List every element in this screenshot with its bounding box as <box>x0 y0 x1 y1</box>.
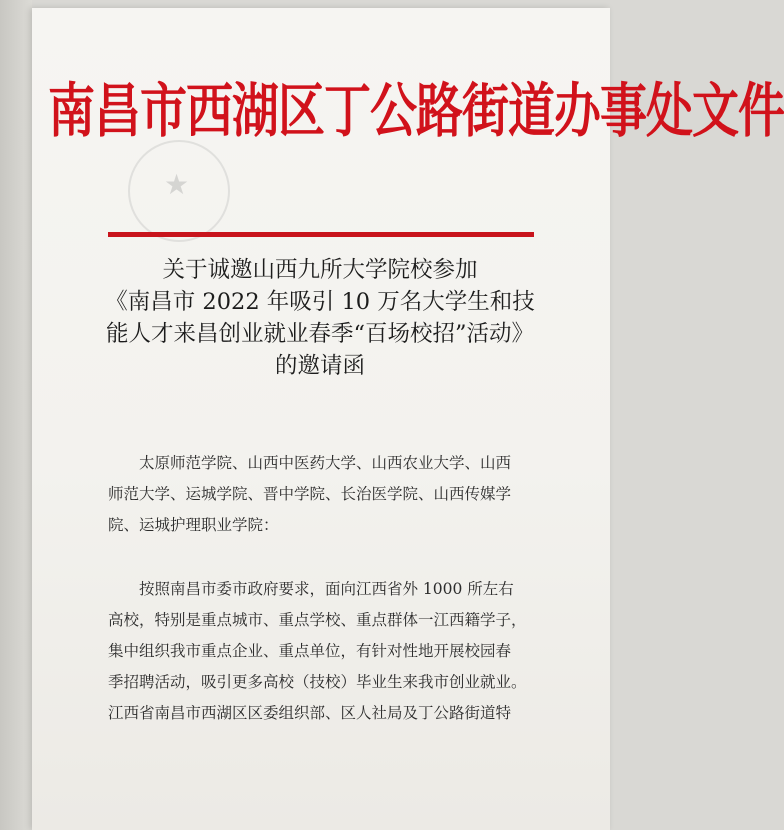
body-paragraph <box>108 574 558 729</box>
body-line: 按照南昌市委市政府要求，面向江西省外 1000 所左右 <box>139 580 514 598</box>
background-edge <box>0 0 32 830</box>
body-line: 江西省南昌市西湖区区委组织部、区人社局及丁公路街道特 <box>108 704 512 722</box>
body-line: 集中组织我市重点企业、重点单位，有针对性地开展校园春 <box>108 642 512 660</box>
document-title <box>60 254 580 382</box>
recipient-line: 太原师范学院、山西中医药大学、山西农业大学、山西 <box>139 454 512 472</box>
title-line: 《南昌市 2022 年吸引 10 万名大学生和技 <box>105 289 535 315</box>
seal-stamp <box>128 140 230 242</box>
red-divider <box>108 232 534 237</box>
recipients <box>108 448 558 541</box>
body-line: 季招聘活动，吸引更多高校（技校）毕业生来我市创业就业。 <box>108 673 527 691</box>
recipient-line: 院、运城护理职业学院： <box>108 516 279 534</box>
star-icon: ★ <box>164 168 190 201</box>
title-line: 能人才来昌创业就业春季“百场校招”活动》 <box>105 321 534 347</box>
recipient-line: 师范大学、运城学院、晋中学院、长治医学院、山西传媒学 <box>108 485 512 503</box>
title-line: 关于诚邀山西九所大学院校参加 <box>162 257 478 283</box>
body-line: 高校，特别是重点城市、重点学校、重点群体一江西籍学子， <box>108 611 527 629</box>
document-header: 南昌市西湖区丁公路街道办事处文件 <box>48 77 784 146</box>
title-line: 的邀请函 <box>274 353 365 379</box>
